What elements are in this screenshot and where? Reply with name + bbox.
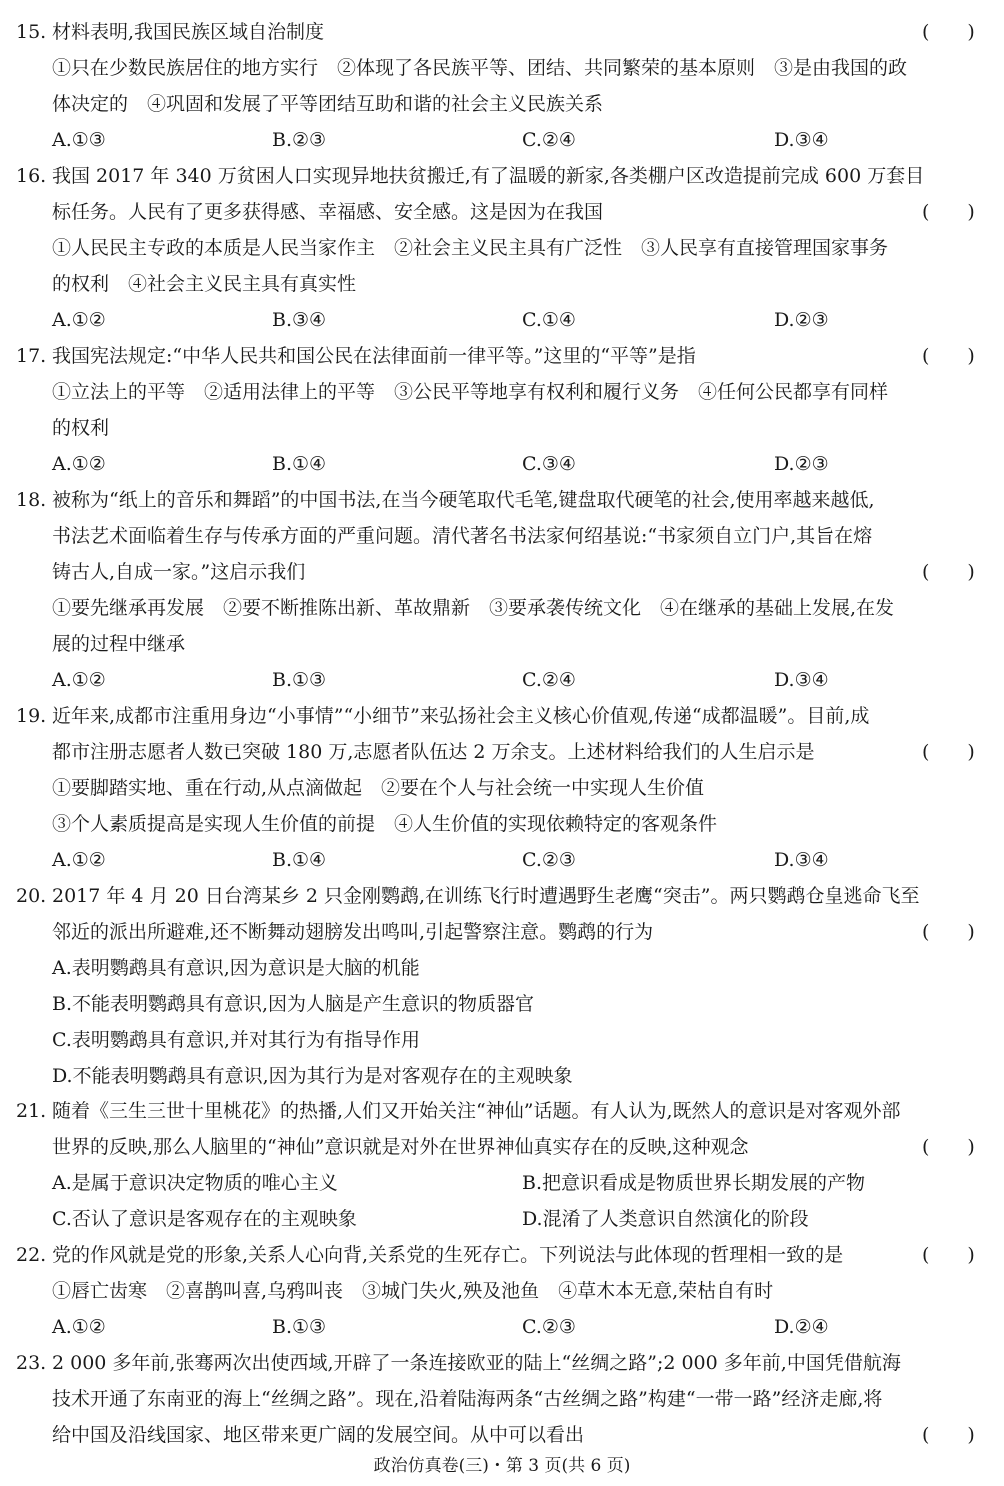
option-b: B.不能表明鹦鹉具有意识,因为人脑是产生意识的物质器官 <box>52 993 535 1015</box>
answer-parentheses: ( ) <box>922 921 975 943</box>
question-number: 23. <box>16 1352 47 1374</box>
question-number: 17. <box>16 345 47 367</box>
question-stem: 世界的反映,那么人脑里的“神仙”意识就是对外在世界神仙真实存在的反映,这种观念 <box>52 1136 749 1158</box>
option-b: B.②③ <box>272 129 327 151</box>
q20-stem-line <box>0 878 1004 914</box>
option-b: B.③④ <box>272 309 327 331</box>
option-b: B.①④ <box>272 849 327 871</box>
question-stem: 随着《三生三世十里桃花》的热播,人们又开始关注“神仙”话题。有人认为,既然人的意识是对客观外部 <box>52 1100 901 1122</box>
q20-stem-line <box>0 914 1004 950</box>
option-a: A.①② <box>52 1316 106 1338</box>
option-c: C.否认了意识是客观存在的主观映象 <box>52 1208 357 1230</box>
q16-statements-line <box>0 266 1004 302</box>
q18-stem-line <box>0 482 1004 518</box>
option-d: D.不能表明鹦鹉具有意识,因为其行为是对客观存在的主观映象 <box>52 1065 573 1087</box>
q17-statements-line <box>0 374 1004 410</box>
page-footer: 政治仿真卷(三)・第 3 页(共 6 页) <box>373 1456 631 1476</box>
option-a: A.①③ <box>52 129 106 151</box>
option-c: C.②③ <box>522 849 576 871</box>
answer-parentheses: ( ) <box>922 345 975 367</box>
question-number: 19. <box>16 705 47 727</box>
q20-option-d-line <box>0 1058 1004 1094</box>
answer-parentheses: ( ) <box>922 201 975 223</box>
q15-stem-line <box>0 14 1004 50</box>
option-c: C.表明鹦鹉具有意识,并对其行为有指导作用 <box>52 1029 420 1051</box>
option-a: A.①② <box>52 309 106 331</box>
question-stem: 邻近的派出所避难,还不断舞动翅膀发出鸣叫,引起警察注意。鹦鹉的行为 <box>52 921 654 943</box>
question-statements: 的权利 <box>52 417 110 439</box>
question-statements: ①要脚踏实地、重在行动,从点滴做起 ②要在个人与社会统一中实现人生价值 <box>52 777 705 799</box>
q18-stem-line <box>0 554 1004 590</box>
q16-stem-line <box>0 158 1004 194</box>
option-c: C.②③ <box>522 1316 576 1338</box>
q15-statements-line <box>0 86 1004 122</box>
question-stem: 书法艺术面临着生存与传承方面的严重问题。清代著名书法家何绍基说:“书家须自立门户,其旨在熔 <box>52 525 873 547</box>
question-stem: 技术开通了东南亚的海上“丝绸之路”。现在,沿着陆海两条“古丝绸之路”构建“一带一路”经济走廊,将 <box>52 1388 883 1410</box>
q19-statements-line <box>0 770 1004 806</box>
question-number: 21. <box>16 1100 47 1122</box>
question-stem: 材料表明,我国民族区域自治制度 <box>52 21 325 43</box>
q15-options-line <box>0 122 1004 158</box>
q15-statements-line <box>0 50 1004 86</box>
question-statements: ①人民民主专政的本质是人民当家作主 ②社会主义民主具有广泛性 ③人民享有直接管理国家事务 <box>52 237 889 259</box>
answer-parentheses: ( ) <box>922 1244 975 1266</box>
option-a: A.表明鹦鹉具有意识,因为意识是大脑的机能 <box>52 957 420 979</box>
question-stem: 2017 年 4 月 20 日台湾某乡 2 只金刚鹦鹉,在训练飞行时遭遇野生老鹰“突击”。两只鹦鹉仓皇逃命飞至 <box>52 885 920 907</box>
option-c: C.①④ <box>522 309 576 331</box>
q20-option-a-line <box>0 950 1004 986</box>
option-d: D.③④ <box>774 669 829 691</box>
question-statements: 体决定的 ④巩固和发展了平等团结互助和谐的社会主义民族关系 <box>52 93 604 115</box>
question-stem: 我国宪法规定:“中华人民共和国公民在法律面前一律平等。”这里的“平等”是指 <box>52 345 696 367</box>
q20-option-c-line <box>0 1022 1004 1058</box>
q17-stem-line <box>0 338 1004 374</box>
option-a: A.①② <box>52 849 106 871</box>
option-d: D.②③ <box>774 453 829 475</box>
question-statements: ①唇亡齿寒 ②喜鹊叫喜,乌鸦叫丧 ③城门失火,殃及池鱼 ④草木本无意,荣枯自有时 <box>52 1280 774 1302</box>
option-c: C.③④ <box>522 453 576 475</box>
question-stem: 都市注册志愿者人数已突破 180 万,志愿者队伍达 2 万余支。上述材料给我们的人生启示是 <box>52 741 815 763</box>
question-number: 15. <box>16 21 47 43</box>
option-d: D.②③ <box>774 309 829 331</box>
option-b: B.①③ <box>272 1316 327 1338</box>
q21-stem-line <box>0 1129 1004 1165</box>
q23-stem-line <box>0 1345 1004 1381</box>
option-d: D.②④ <box>774 1316 829 1338</box>
option-a: A.①② <box>52 453 106 475</box>
q18-options-line <box>0 662 1004 698</box>
question-number: 22. <box>16 1244 47 1266</box>
q16-options-line <box>0 302 1004 338</box>
option-d: D.混淆了人类意识自然演化的阶段 <box>522 1208 809 1230</box>
option-b: B.①④ <box>272 453 327 475</box>
question-statements: ③个人素质提高是实现人生价值的前提 ④人生价值的实现依赖特定的客观条件 <box>52 813 718 835</box>
option-c: C.②④ <box>522 669 576 691</box>
q17-statements-line <box>0 410 1004 446</box>
question-stem: 2 000 多年前,张骞两次出使西域,开辟了一条连接欧亚的陆上“丝绸之路”;2 000 多年前,中国凭借航海 <box>52 1352 901 1374</box>
q19-stem-line <box>0 698 1004 734</box>
q23-stem-line <box>0 1417 1004 1453</box>
q19-stem-line <box>0 734 1004 770</box>
question-stem: 标任务。人民有了更多获得感、幸福感、安全感。这是因为在我国 <box>52 201 604 223</box>
q20-option-b-line <box>0 986 1004 1022</box>
q22-options-line <box>0 1309 1004 1345</box>
q19-options-line <box>0 842 1004 878</box>
question-statements: 的权利 ④社会主义民主具有真实性 <box>52 273 357 295</box>
question-number: 18. <box>16 489 47 511</box>
option-b: B.把意识看成是物质世界长期发展的产物 <box>522 1172 866 1194</box>
question-stem: 党的作风就是党的形象,关系人心向背,关系党的生死存亡。下列说法与此体现的哲理相一致的是 <box>52 1244 844 1266</box>
option-d: D.③④ <box>774 129 829 151</box>
answer-parentheses: ( ) <box>922 741 975 763</box>
q19-statements-line <box>0 806 1004 842</box>
q22-stem-line <box>0 1237 1004 1273</box>
question-stem: 近年来,成都市注重用身边“小事情”“小细节”来弘扬社会主义核心价值观,传递“成都温暖”。目前,成 <box>52 705 870 727</box>
q16-stem-line <box>0 194 1004 230</box>
q21-options-line <box>0 1165 1004 1201</box>
question-statements: ①要先继承再发展 ②要不断推陈出新、革故鼎新 ③要承袭传统文化 ④在继承的基础上发展,在发 <box>52 597 895 619</box>
q21-stem-line <box>0 1093 1004 1129</box>
question-statements: ①立法上的平等 ②适用法律上的平等 ③公民平等地享有权利和履行义务 ④任何公民都享有同样 <box>52 381 889 403</box>
q18-statements-line <box>0 590 1004 626</box>
option-a: A.①② <box>52 669 106 691</box>
answer-parentheses: ( ) <box>922 1424 975 1446</box>
q23-stem-line <box>0 1381 1004 1417</box>
question-stem: 铸古人,自成一家。”这启示我们 <box>52 561 306 583</box>
q22-statements-line <box>0 1273 1004 1309</box>
question-number: 20. <box>16 885 47 907</box>
option-a: A.是属于意识决定物质的唯心主义 <box>52 1172 338 1194</box>
q16-statements-line <box>0 230 1004 266</box>
option-d: D.③④ <box>774 849 829 871</box>
q18-stem-line <box>0 518 1004 554</box>
question-stem: 给中国及沿线国家、地区带来更广阔的发展空间。从中可以看出 <box>52 1424 585 1446</box>
question-stem: 被称为“纸上的音乐和舞蹈”的中国书法,在当今硬笔取代毛笔,键盘取代硬笔的社会,使用率越来越低, <box>52 489 875 511</box>
question-stem: 我国 2017 年 340 万贫困人口实现异地扶贫搬迁,有了温暖的新家,各类棚户区改造提前完成 600 万套目 <box>52 165 925 187</box>
question-statements: ①只在少数民族居住的地方实行 ②体现了各民族平等、团结、共同繁荣的基本原则 ③是由我国的政 <box>52 57 908 79</box>
q17-options-line <box>0 446 1004 482</box>
question-statements: 展的过程中继承 <box>52 633 186 655</box>
q21-options-line <box>0 1201 1004 1237</box>
answer-parentheses: ( ) <box>922 21 975 43</box>
answer-parentheses: ( ) <box>922 561 975 583</box>
answer-parentheses: ( ) <box>922 1136 975 1158</box>
q18-statements-line <box>0 626 1004 662</box>
option-c: C.②④ <box>522 129 576 151</box>
option-b: B.①③ <box>272 669 327 691</box>
question-number: 16. <box>16 165 47 187</box>
